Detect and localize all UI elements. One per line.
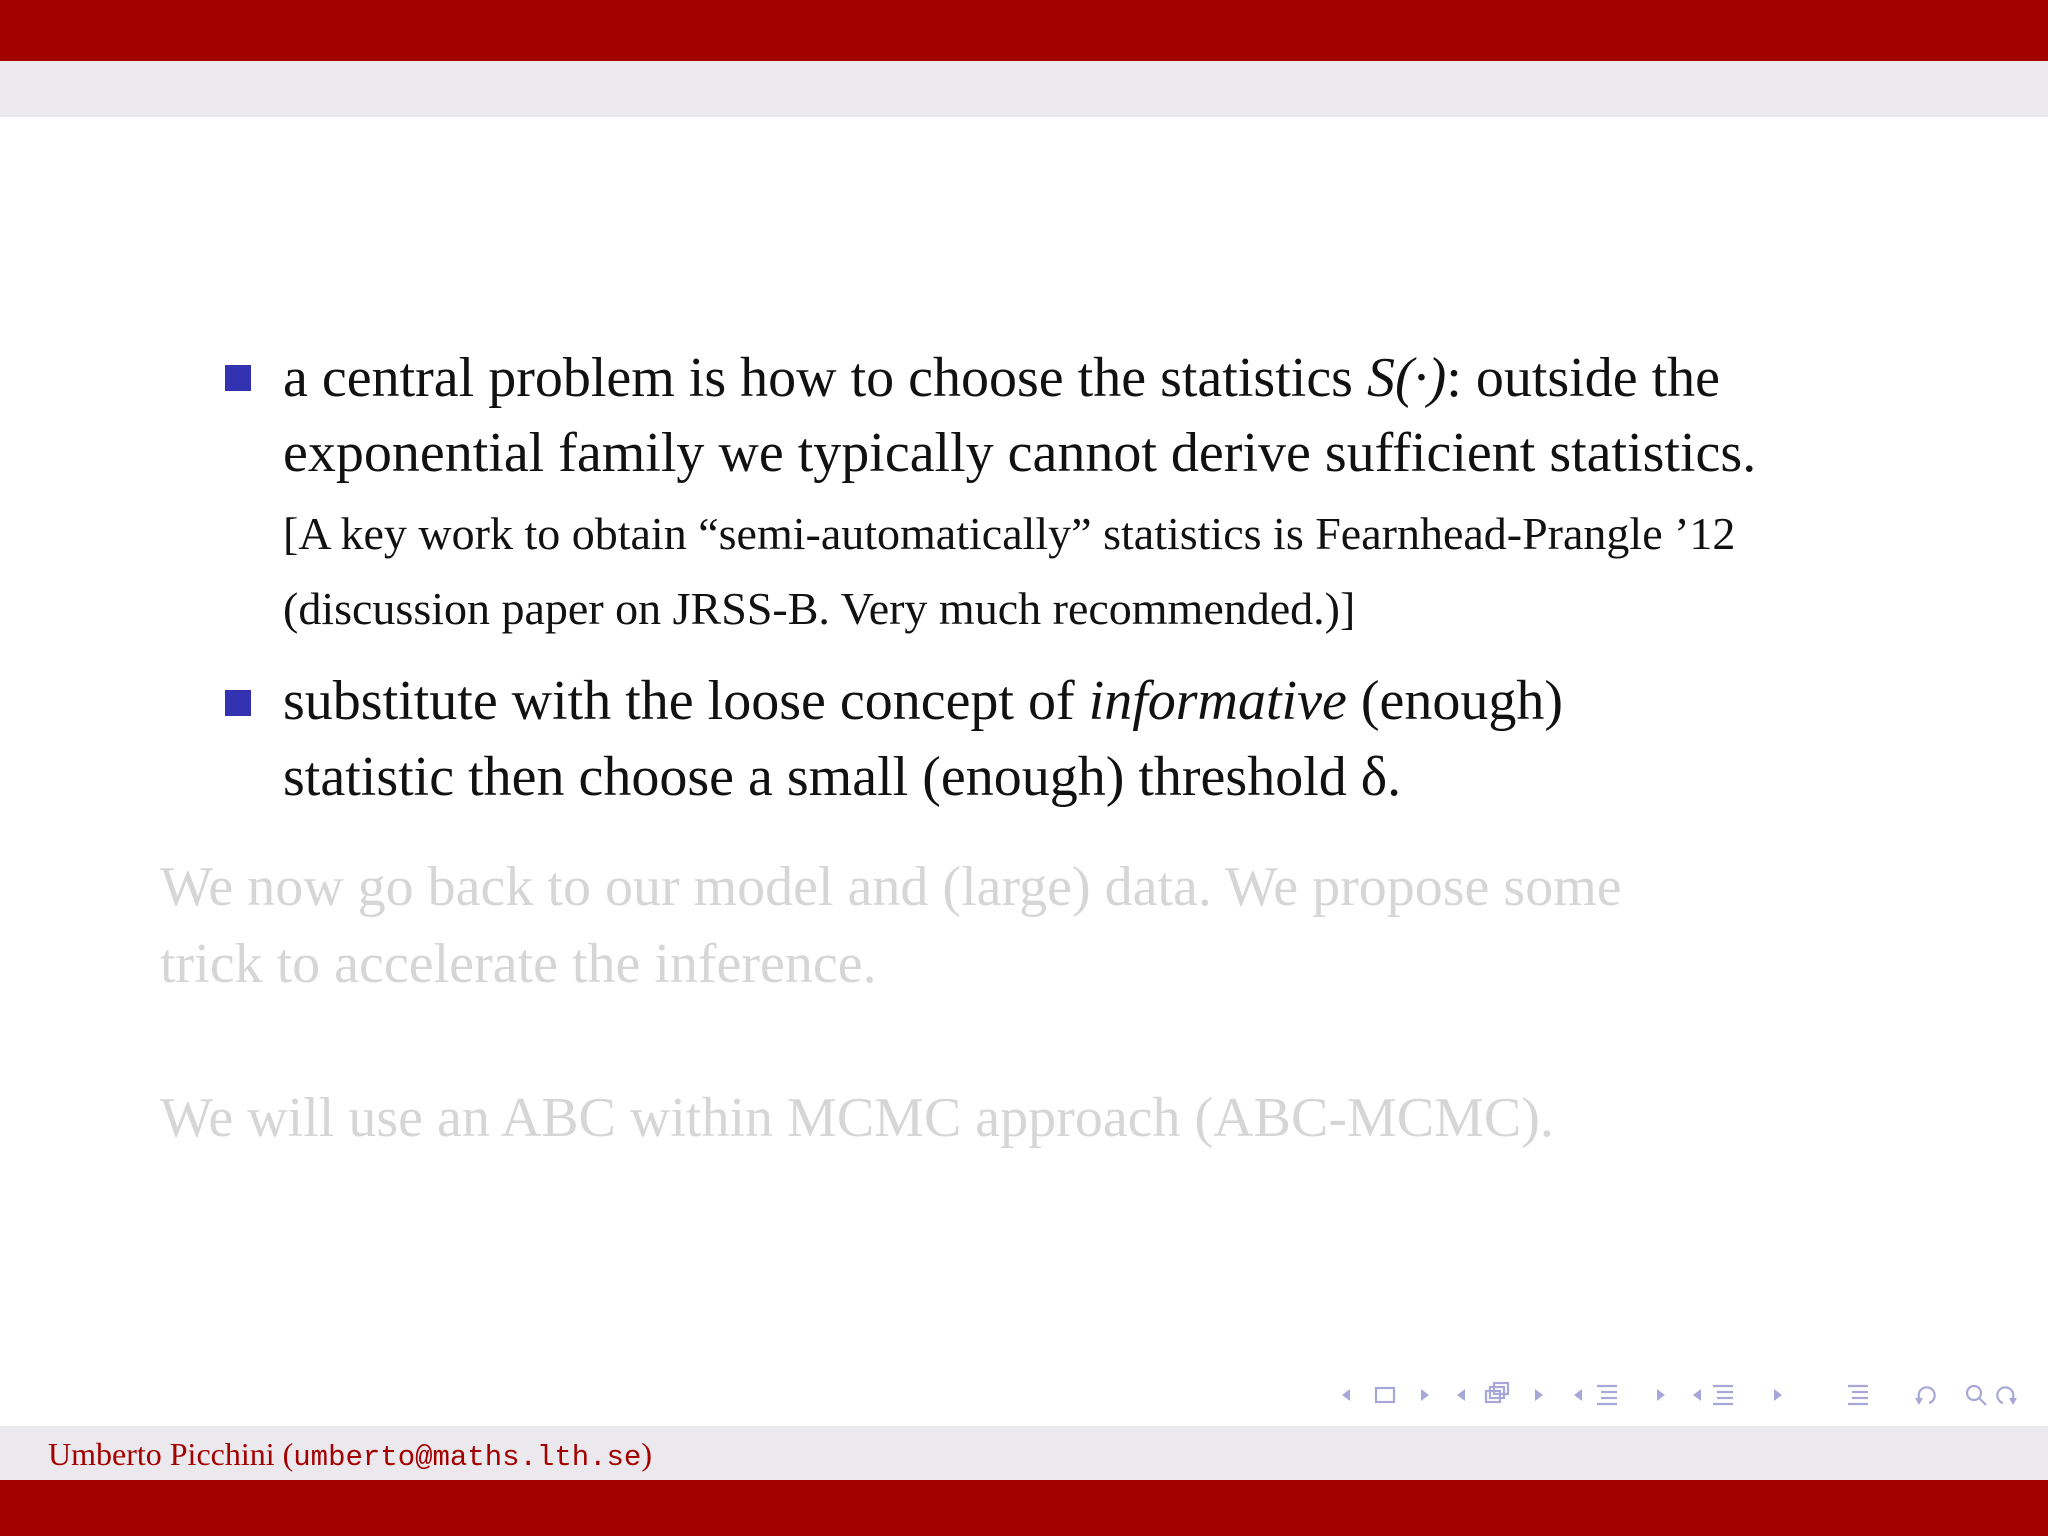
section-prev-icon[interactable]: [1574, 1389, 1582, 1401]
section-icon[interactable]: [1597, 1386, 1617, 1404]
bullet-2-line-1: substitute with the loose concept of informative (enough): [283, 670, 1563, 732]
document-prev-icon[interactable]: [1693, 1389, 1701, 1401]
bullet-marker: [225, 365, 251, 391]
faded-paragraph-1-line-1: We now go back to our model and (large) data. We propose some: [160, 856, 1622, 918]
footer-bar: [0, 1480, 2048, 1536]
author-name: Umberto Picchini: [48, 1436, 275, 1472]
bullet-2-line-2: statistic then choose a small (enough) threshold δ.: [283, 746, 1402, 808]
frame-icon[interactable]: [1376, 1388, 1394, 1402]
toc-icon[interactable]: [1848, 1386, 1868, 1404]
bullet-1-line-1: a central problem is how to choose the statistics S(·): outside the: [283, 347, 1721, 409]
footer-author: Umberto Picchini (umberto@maths.lth.se): [48, 1436, 652, 1474]
subsection-prev-icon[interactable]: [1457, 1389, 1465, 1401]
bullet-marker: [225, 690, 251, 716]
emphasis-informative: informative: [1088, 670, 1347, 732]
frame-prev-icon[interactable]: [1342, 1389, 1350, 1401]
forward-icon[interactable]: [1997, 1387, 2017, 1405]
subsection-icon[interactable]: [1486, 1383, 1508, 1402]
bullet-1-note-line-1: [A key work to obtain “semi-automatically” statistics is Fearnhead-Prangle ’12: [283, 508, 1736, 559]
author-email: umberto@maths.lth.se: [293, 1441, 642, 1474]
back-icon[interactable]: [1915, 1387, 1935, 1405]
bullet-1-note-line-2: (discussion paper on JRSS-B. Very much recommended.)]: [283, 583, 1356, 634]
subsection-next-icon[interactable]: [1535, 1389, 1543, 1401]
document-icon[interactable]: [1713, 1386, 1733, 1404]
document-next-icon[interactable]: [1774, 1389, 1782, 1401]
navigation-icons: [1335, 1380, 2041, 1410]
search-icon[interactable]: [1967, 1386, 1986, 1405]
math-statistic: S(·): [1366, 347, 1447, 409]
frame-next-icon[interactable]: [1421, 1389, 1429, 1401]
bullet-1-line-2: exponential family we typically cannot derive sufficient statistics.: [283, 422, 1757, 484]
faded-paragraph-2: We will use an ABC within MCMC approach (ABC-MCMC).: [160, 1087, 1554, 1149]
section-next-icon[interactable]: [1657, 1389, 1665, 1401]
faded-paragraph-1-line-2: trick to accelerate the inference.: [160, 933, 877, 995]
navigation-bar: [1335, 1380, 2041, 1410]
